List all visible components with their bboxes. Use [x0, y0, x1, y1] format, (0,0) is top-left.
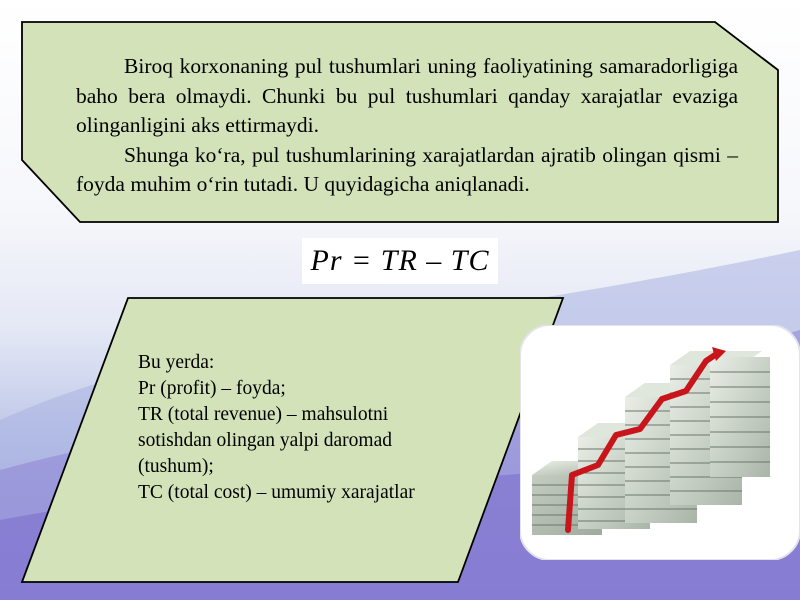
definition-cost: TC (total cost) – umumiy xarajatlar [138, 482, 415, 503]
definitions-list [138, 350, 448, 506]
money-stacks-staircase-icon [520, 325, 800, 560]
definition-profit: Pr (profit) – foyda; [138, 378, 286, 399]
profit-formula: Pr = TR – TC [310, 244, 490, 277]
paragraph-2: Shunga ko‘ra, pul tushumlarining xarajatlardan ajratib olingan qismi – foyda muhim o‘rin tutadi. U quyidagicha aniqlanadi. [76, 142, 738, 196]
paragraph-1: Biroq korxonaning pul tushumlari uning faoliyatining samaradorligiga baho bera olmaydi. Chunki bu pul tushumlari qanday xarajatlar evaziga olinganligini aks ettirmaydi. [76, 54, 738, 137]
definition-heading: Bu yerda: [138, 352, 215, 373]
definition-revenue: TR (total revenue) – mahsulotni sotishdan olingan yalpi daromad (tushum); [138, 404, 392, 477]
